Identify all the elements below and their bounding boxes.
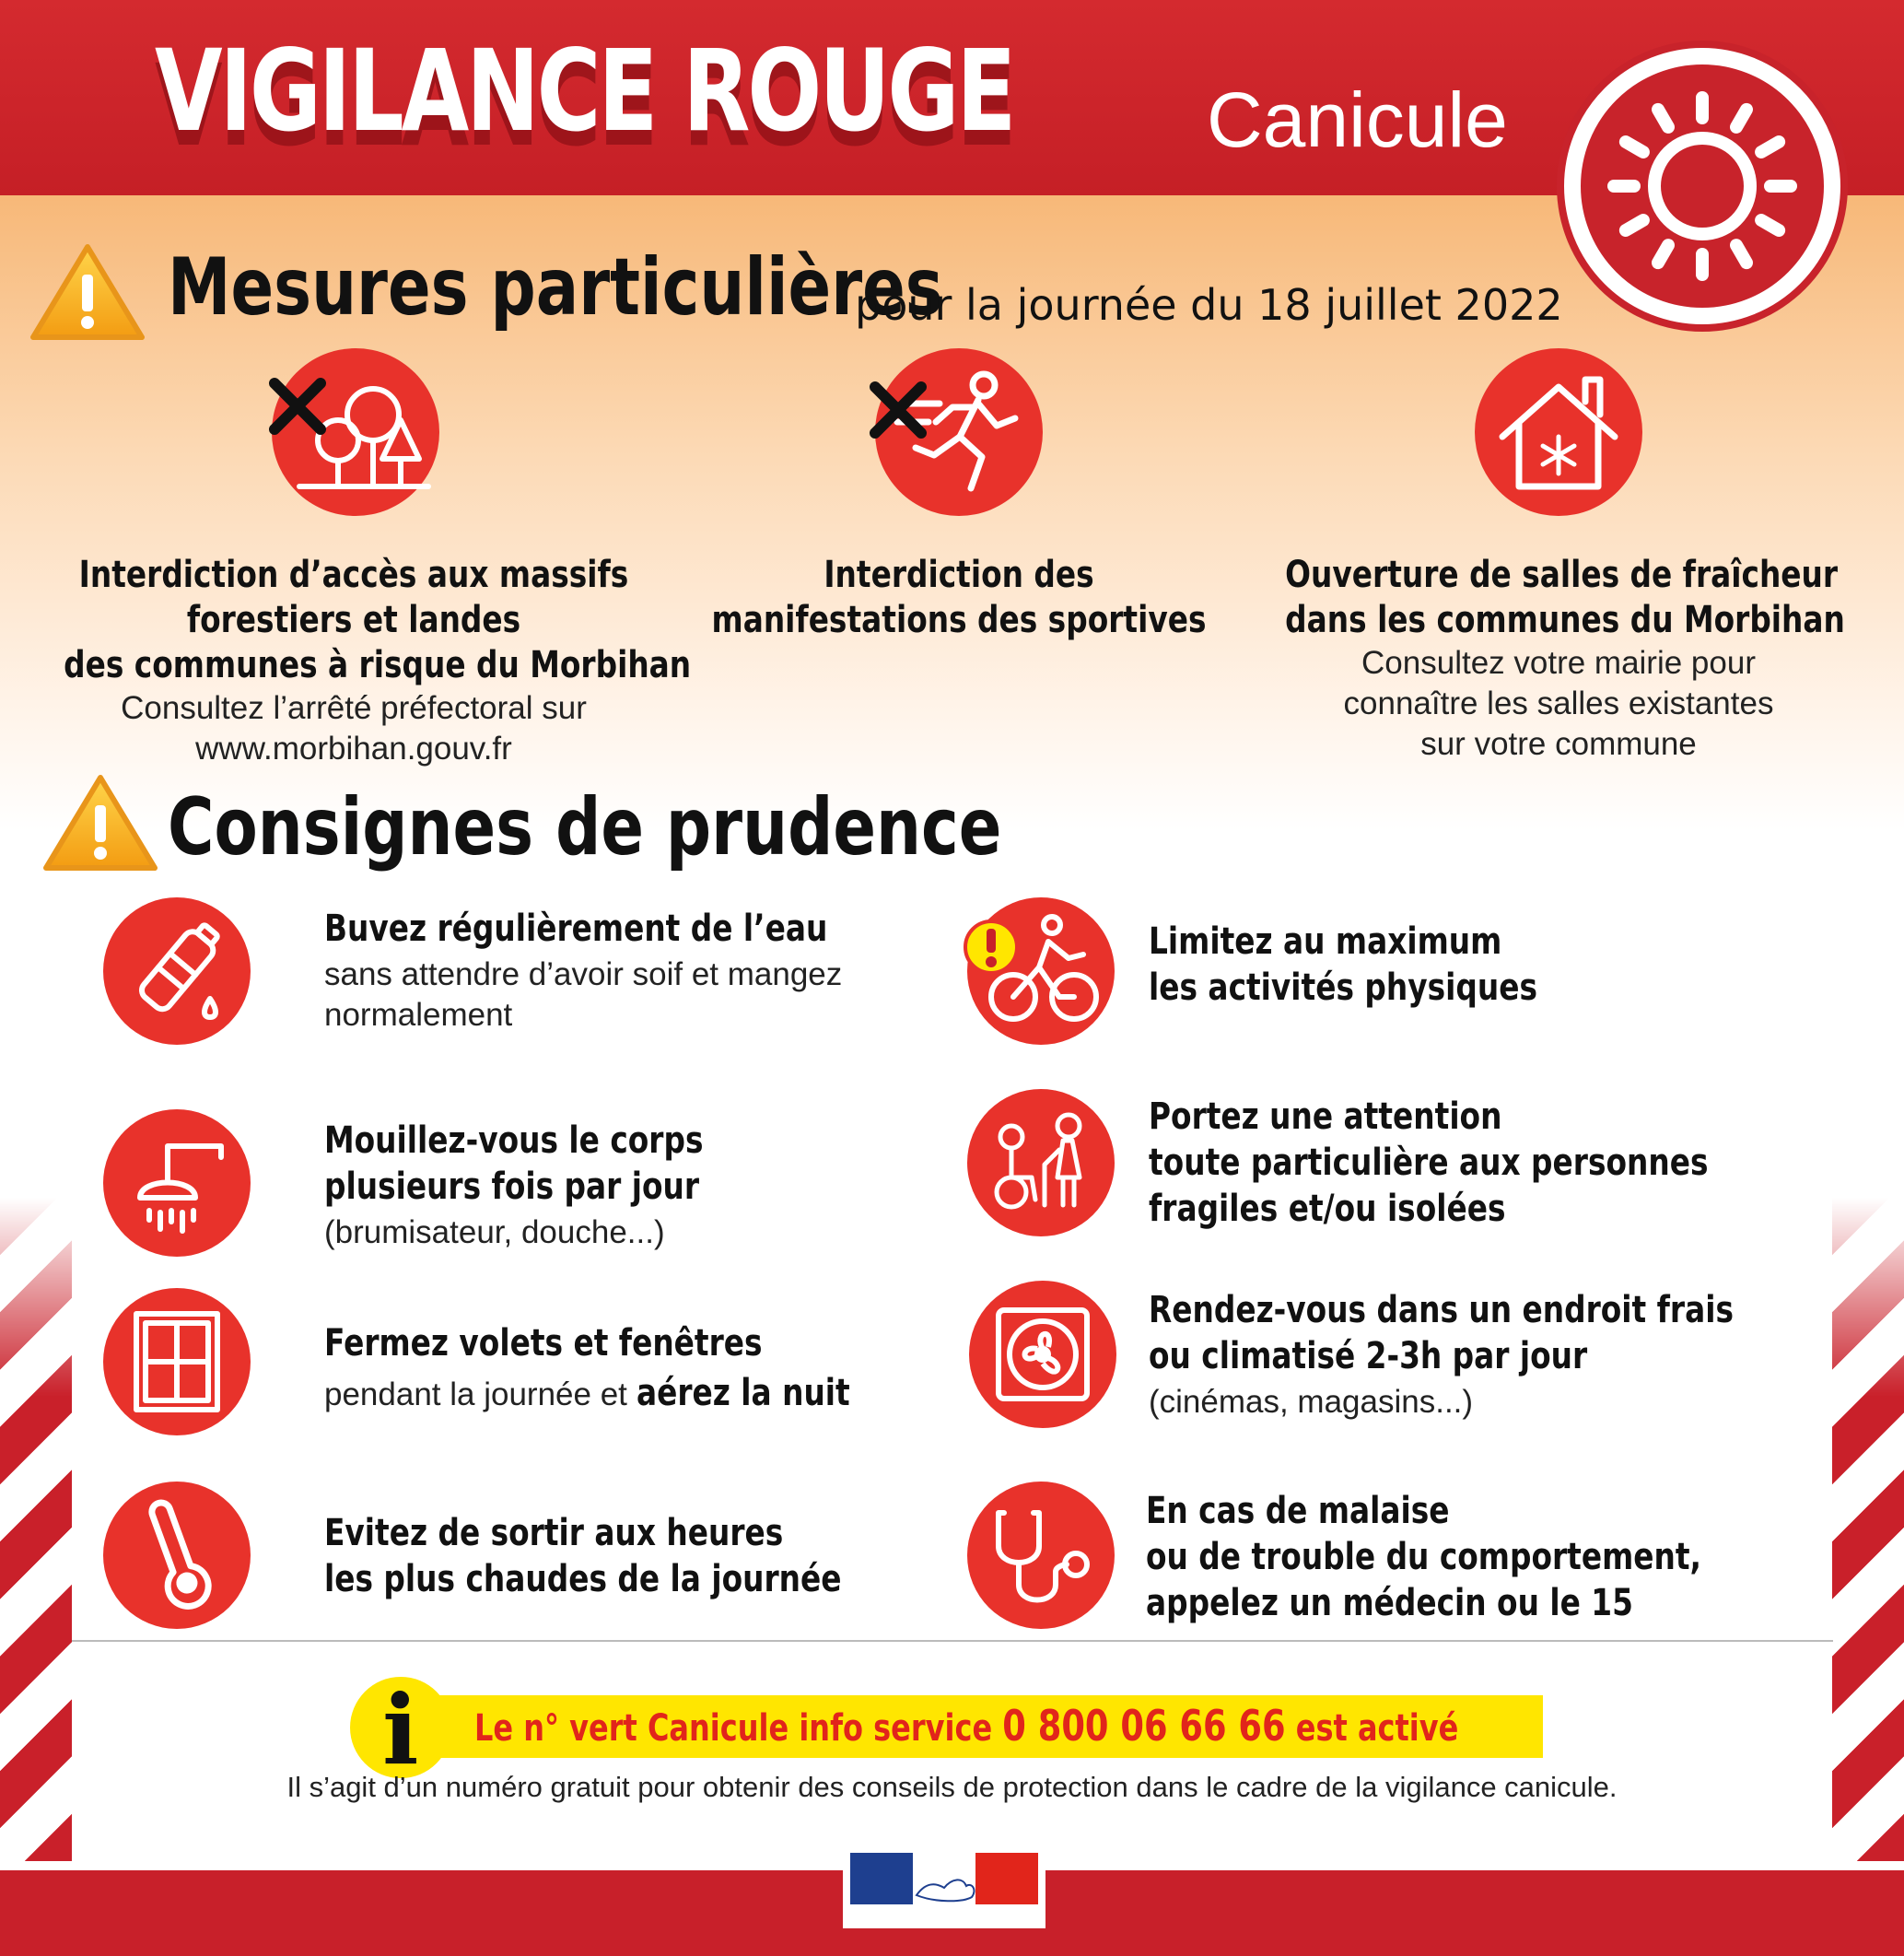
- advice-shower-title-2: plusieurs fois par jour: [324, 1165, 700, 1208]
- hazard-label: Canicule: [1207, 76, 1508, 163]
- advice-activity-title-2: les activités physiques: [1149, 966, 1538, 1009]
- forbidden-cross-icon: [267, 376, 328, 437]
- thermometer-icon: [103, 1482, 251, 1629]
- measure-forest-link[interactable]: www.morbihan.gouv.fr: [195, 731, 512, 767]
- measure-forest-line-1: Interdiction d’accès aux massifs: [78, 554, 629, 596]
- measure-forest-text: [0, 553, 707, 769]
- advice-heat-hours-title-1: Evitez de sortir aux heures: [324, 1512, 784, 1554]
- info-text-suffix: est activé: [1285, 1707, 1459, 1750]
- advice-activity-title-1: Limitez au maximum: [1149, 920, 1502, 963]
- advice-water-detail-2: normalement: [324, 997, 513, 1033]
- hotline-number[interactable]: 0 800 06 66 66: [1002, 1701, 1286, 1751]
- fan-icon: [969, 1281, 1116, 1428]
- measure-cool-rooms-line-2: dans les communes du Morbihan: [1285, 599, 1845, 641]
- advice-water-title: Buvez régulièrement de l’eau: [324, 908, 828, 950]
- measure-cool-rooms-note-2: connaître les salles existantes: [1343, 685, 1774, 721]
- advice-cool-place-title-1: Rendez-vous dans un endroit frais: [1149, 1289, 1734, 1331]
- info-subtext: Il s’agit d’un numéro gratuit pour obtenir des conseils de protection dans le cadre de la vigilance canicule.: [286, 1771, 1618, 1803]
- advice-window-detail: [324, 1373, 896, 1415]
- advice-fragile-title-1: Portez une attention: [1149, 1095, 1502, 1138]
- advice-fragile-title-2: toute particulière aux personnes: [1149, 1142, 1709, 1184]
- advice-window-detail-text: pendant la journée et: [324, 1376, 637, 1412]
- measure-forest-line-3: des communes à risque du Morbihan: [64, 644, 692, 686]
- forbidden-cross-icon: [868, 380, 929, 440]
- prudence-title: Consignes de prudence: [168, 781, 1002, 873]
- measures-date: pour la journée du 18 juillet 2022: [855, 280, 1563, 330]
- info-icon: i: [382, 1673, 419, 1786]
- measure-forest-note-1: Consultez l’arrêté préfectoral sur: [121, 690, 587, 726]
- exclamation-badge-icon: [962, 918, 1021, 977]
- republic-logo: [843, 1845, 1045, 1928]
- measure-forest-line-2: forestiers et landes: [186, 599, 521, 641]
- stethoscope-icon: [967, 1482, 1115, 1629]
- measure-sports-text: [645, 553, 1273, 643]
- water-bottle-icon: [103, 897, 251, 1045]
- advice-shower-title-1: Mouillez-vous le corps: [324, 1119, 704, 1162]
- elderly-people-icon: [967, 1089, 1115, 1236]
- house-snowflake-icon: [1475, 348, 1642, 516]
- measures-title: Mesures particulières: [168, 241, 943, 334]
- advice-heat-hours-title-2: les plus chaudes de la journée: [324, 1558, 842, 1600]
- advice-window-detail-bold: aérez la nuit: [636, 1372, 850, 1414]
- measure-sports-line-2: manifestations des sportives: [711, 599, 1207, 641]
- advice-window-title: Fermez volets et fenêtres: [324, 1322, 763, 1365]
- page-title: VIGILANCE ROUGE: [155, 26, 1014, 157]
- advice-fragile-title-3: fragiles et/ou isolées: [1149, 1188, 1506, 1230]
- advice-doctor-title-2: ou de trouble du comportement,: [1146, 1536, 1702, 1578]
- info-text-prefix: Le n° vert Canicule info service: [474, 1707, 1003, 1750]
- window-icon: [103, 1288, 251, 1435]
- advice-water-detail-1: sans attendre d’avoir soif et mangez: [324, 956, 843, 992]
- sun-icon: [1564, 48, 1840, 324]
- measure-cool-rooms-note-3: sur votre commune: [1420, 726, 1697, 762]
- decorative-stripes-left: [0, 1198, 72, 1861]
- divider: [72, 1640, 1833, 1642]
- advice-cool-place-detail: (cinémas, magasins...): [1149, 1384, 1474, 1420]
- warning-icon: [28, 241, 147, 343]
- advice-doctor-title-1: En cas de malaise: [1146, 1490, 1450, 1532]
- advice-shower-detail: (brumisateur, douche...): [324, 1214, 665, 1250]
- measure-cool-rooms-line-1: Ouverture de salles de fraîcheur: [1285, 554, 1839, 596]
- shower-icon: [103, 1109, 251, 1257]
- info-hotline-text: [474, 1701, 1458, 1751]
- measure-cool-rooms-note-1: Consultez votre mairie pour: [1361, 645, 1756, 681]
- warning-icon: [41, 772, 160, 873]
- measure-cool-rooms-text: [1225, 553, 1892, 765]
- decorative-stripes-right: [1832, 1198, 1904, 1861]
- advice-doctor-title-3: appelez un médecin ou le 15: [1146, 1582, 1633, 1624]
- measure-sports-line-1: Interdiction des: [824, 554, 1094, 596]
- advice-cool-place-title-2: ou climatisé 2-3h par jour: [1149, 1335, 1588, 1377]
